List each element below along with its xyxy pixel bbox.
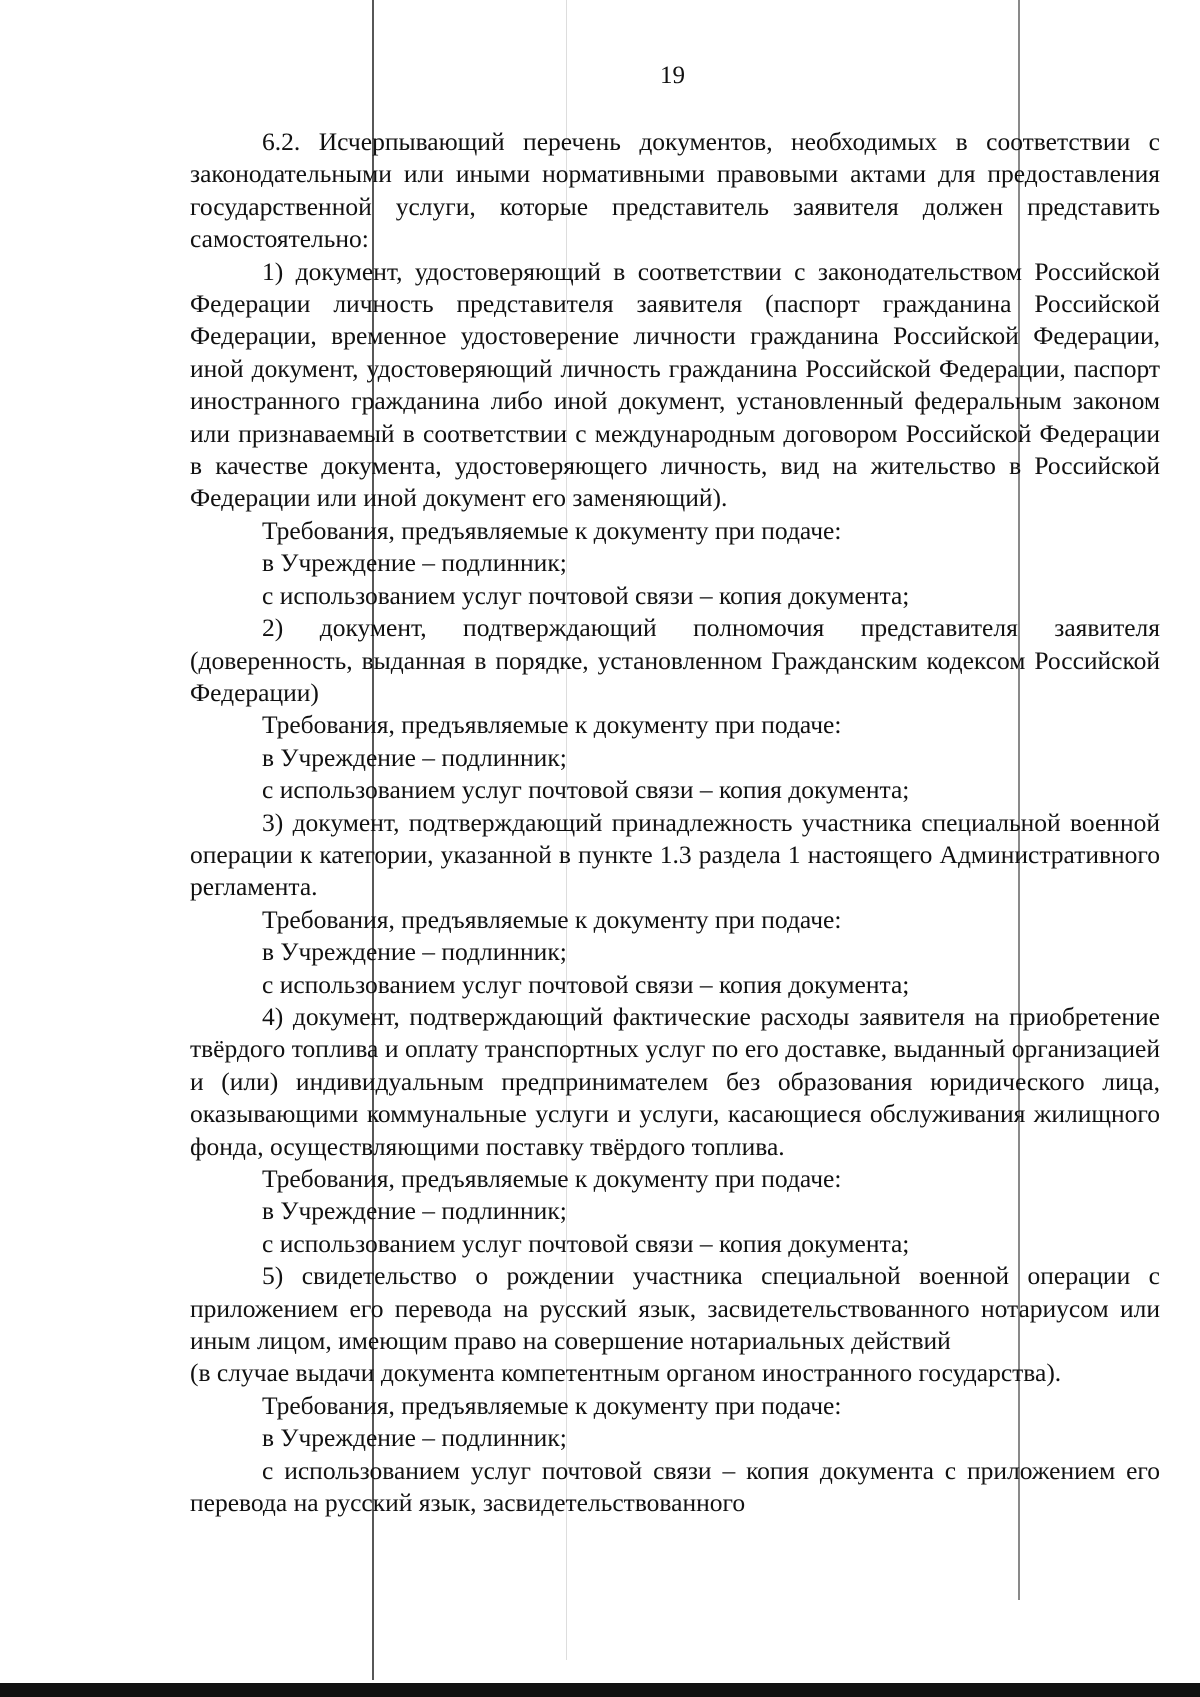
scan-bottom-border (0, 1683, 1200, 1697)
paragraph: в Учреждение – подлинник; (262, 1423, 567, 1453)
document-body (190, 126, 1160, 1519)
paragraph: Требования, предъявляемые к документу при подаче: (262, 904, 842, 934)
paragraph: с использованием услуг почтовой связи – копия документа с приложением его перевода на русский язык, засвидетельствованного (190, 1455, 1160, 1518)
paragraph: с использованием услуг почтовой связи – копия документа; (262, 775, 910, 805)
paragraph: 1) документ, удостоверяющий в соответствии с законодательством Российской Федерации личность представителя заявителя (паспорт гражданина Российской Федерации, временное удостоверение личности гражданина Российской Федерации, иной документ, удостоверяющий личность гражданина Российской Федерации, паспорт иностранного гражданина либо иной документ, установленный федеральным законом или признаваемый в соответствии с международным договором Российской Федерации в качестве документа, удостоверяющего личность, вид на жительство в Российской Федерации или иной документ его заменяющий). (190, 256, 1160, 513)
paragraph: в Учреждение – подлинник; (262, 548, 567, 578)
paragraph: в Учреждение – подлинник; (262, 742, 567, 772)
paragraph: в Учреждение – подлинник; (262, 1196, 567, 1226)
paragraph: 3) документ, подтверждающий принадлежность участника специальной военной операции к категории, указанной в пункте 1.3 раздела 1 настоящего Административного регламента. (190, 807, 1160, 902)
paragraph: 5) свидетельство о рождении участника специальной военной операции с приложением его перевода на русский язык, засвидетельствованного нотариусом или иным лицом, имеющим право на совершение нотариальных действий (190, 1261, 1160, 1356)
paragraph: с использованием услуг почтовой связи – копия документа; (262, 969, 910, 999)
paragraph: 4) документ, подтверждающий фактические расходы заявителя на приобретение твёрдого топлива и оплату транспортных услуг по его доставке, выданный организацией и (или) индивидуальным предпринимателем без образования юридического лица, оказывающими коммунальные услуги и услуги, касающиеся обслуживания жилищного фонда, осуществляющими поставку твёрдого топлива. (190, 1001, 1160, 1161)
paragraph: Требования, предъявляемые к документу при подаче: (262, 515, 842, 545)
paragraph: с использованием услуг почтовой связи – копия документа; (262, 580, 910, 610)
paragraph: Требования, предъявляемые к документу при подаче: (262, 1390, 842, 1420)
page-number: 19 (660, 62, 685, 89)
paragraph: Требования, предъявляемые к документу при подаче: (262, 1164, 842, 1193)
paragraph: (в случае выдачи документа компетентным органом иностранного государства). (190, 1358, 1062, 1388)
paragraph: с использованием услуг почтовой связи – копия документа; (262, 1228, 910, 1258)
paragraph: Требования, предъявляемые к документу при подаче: (262, 710, 842, 740)
paragraph: 6.2. Исчерпывающий перечень документов, необходимых в соответствии с законодательными или иными нормативными правовыми актами для предоставления государственной услуги, которые представитель заявителя должен представить самостоятельно: (190, 127, 1160, 254)
paragraph: в Учреждение – подлинник; (262, 937, 567, 967)
paragraph: 2) документ, подтверждающий полномочия представителя заявителя (доверенность, выданная в порядке, установленном Гражданским кодексом Российской Федерации) (190, 613, 1160, 707)
